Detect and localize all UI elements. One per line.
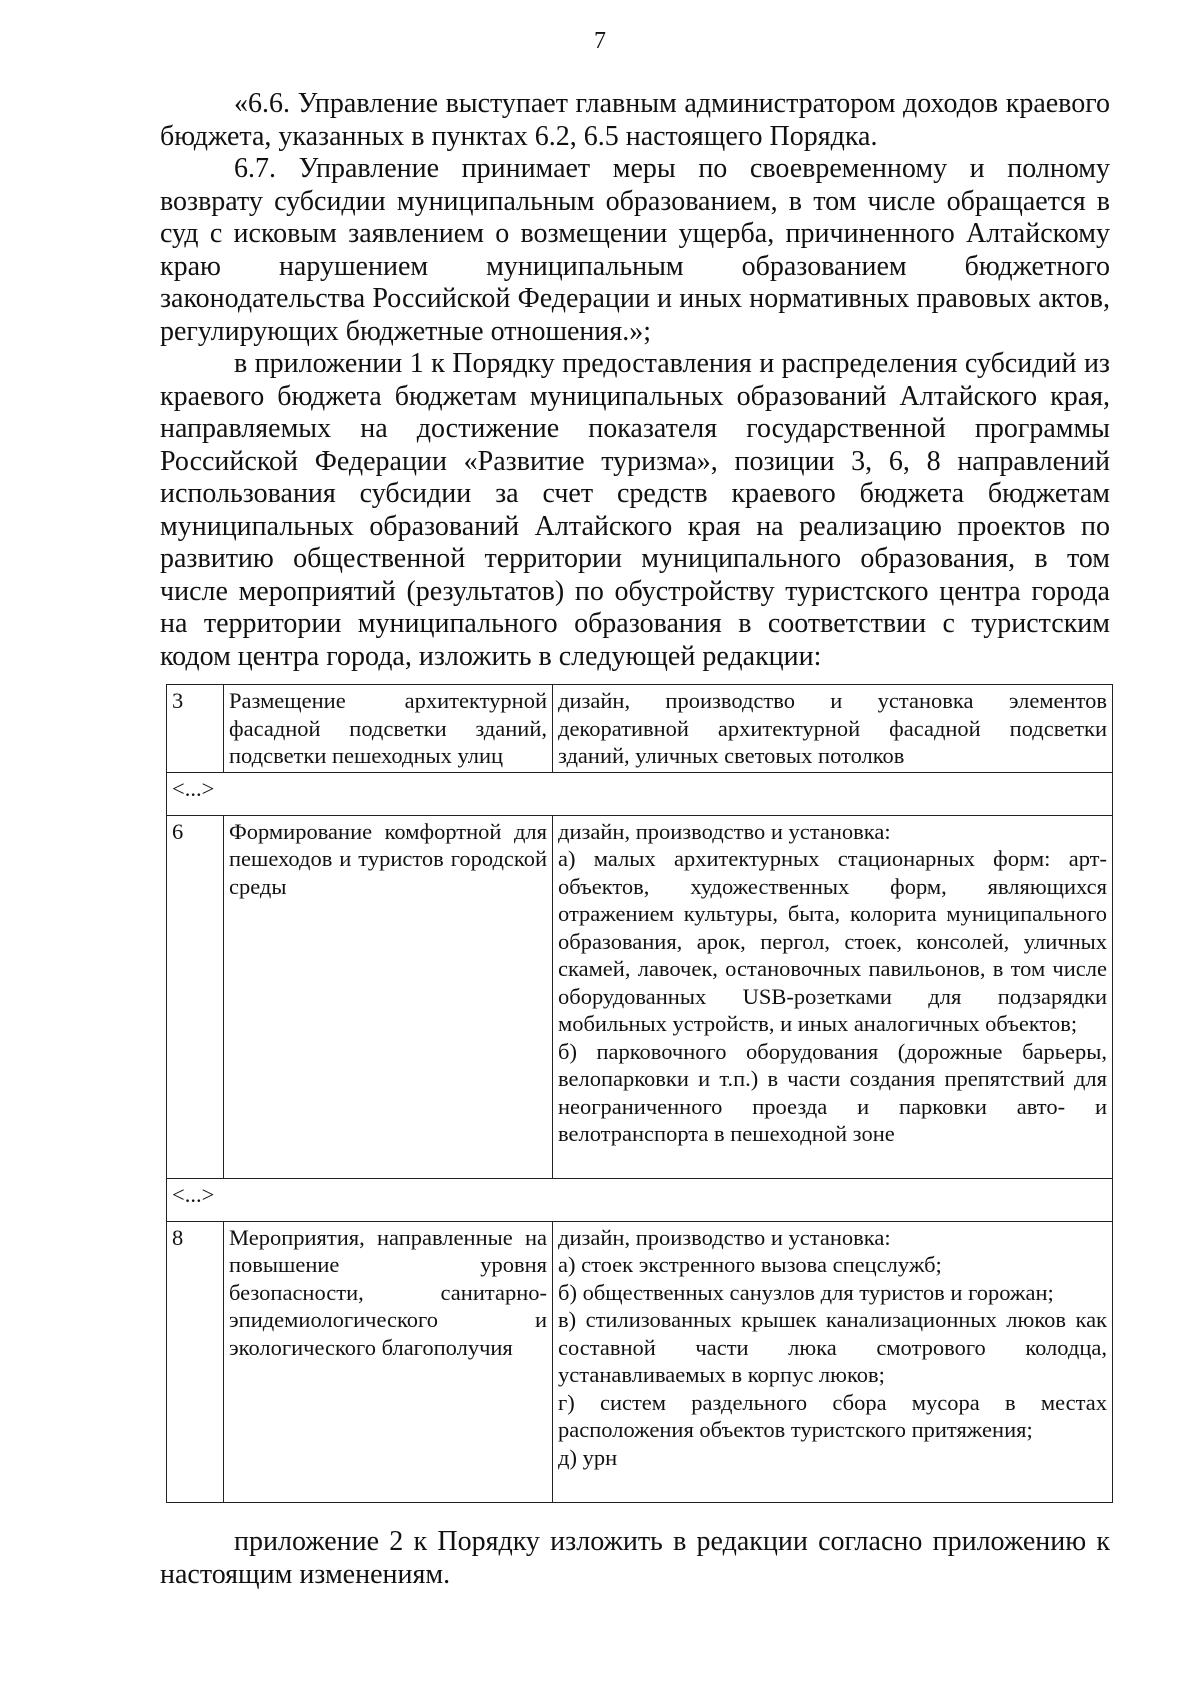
position-number: 6 xyxy=(167,815,224,1178)
description-line: дизайн, производство и установка: xyxy=(558,1224,891,1250)
omission-row xyxy=(167,1178,1113,1221)
description-cell: дизайн, производство и установка элементов декоративной архитектурной фасадной подсветки зданий, уличных световых потолков xyxy=(553,685,1113,773)
direction-cell: Формирование комфортной для пешеходов и туристов городской среды xyxy=(224,815,553,1178)
description-line: а) стоек экстренного вызова спецслужб; xyxy=(558,1252,942,1277)
description-line: а) малых архитектурных стационарных форм: арт-объектов, художественных форм, являющихся отражением культуры, быта, колорита муниципального образования, арок, пергол, стоек, консолей, уличных скамей, лавочек, остановочных павильонов, в том числе оборудованных USB-розетками для подзарядки мобильных устройств, и иных аналогичных объектов; xyxy=(558,846,1107,1036)
position-number: 8 xyxy=(167,1221,224,1502)
paragraph-appendix-1-intro: в приложении 1 к Порядку предоставления и распределения субсидий из краевого бюджета бюджетам муниципальных образований Алтайского края, направляемых на достижение показателя государственной программы Российской Федерации «Развитие туризма», позиции 3, 6, 8 направлений использования субсидии за счет средств краевого бюджета бюджетам муниципальных образований Алтайского края на реализацию проектов по развитию общественной территории муниципального образования, в том числе мероприятий (результатов) по обустройству туристского центра города на территории муниципального образования в соответствии с туристским кодом центра города, изложить в следующей редакции: xyxy=(160,348,1110,672)
omission-marker: <...> xyxy=(167,772,1113,815)
description-line: б) парковочного оборудования (дорожные барьеры, велопарковки и т.п.) в части создания препятствий для неограниченного проезда и парковки авто- и велотранспорта в пешеходной зоне xyxy=(558,1038,1107,1146)
omission-marker: <...> xyxy=(167,1178,1113,1221)
paragraph-6-6: «6.6. Управление выступает главным администратором доходов краевого бюджета, указанных в пунктах 6.2, 6.5 настоящего Порядка. xyxy=(160,88,1110,152)
page-number: 7 xyxy=(594,28,606,54)
description-line: дизайн, производство и установка: xyxy=(558,818,891,844)
paragraph-6-7: 6.7. Управление принимает меры по своевременному и полному возврату субсидии муниципальным образованием, в том числе обращается в суд с исковым заявлением о возмещении ущерба, причиненного Алтайскому краю нарушением муниципальным образованием бюджетного законодательства Российской Федерации и иных нормативных правовых актов, регулирующих бюджетные отношения.»; xyxy=(160,153,1110,347)
omission-row xyxy=(167,772,1113,815)
position-number: 3 xyxy=(167,685,224,773)
description-line: в) стилизованных крышек канализационных люков как составной части люка смотрового колодца, устанавливаемых в корпус люков; xyxy=(558,1307,1107,1387)
closing-paragraph: приложение 2 к Порядку изложить в редакции согласно приложению к настоящим изменениям. xyxy=(160,1526,1110,1590)
table-row xyxy=(167,1221,1113,1502)
description-line: б) общественных санузлов для туристов и горожан; xyxy=(558,1279,1054,1305)
subsidy-directions-table xyxy=(166,684,1113,1503)
direction-cell: Мероприятия, направленные на повышение уровня безопасности, санитарно-эпидемиологического и экологического благополучия xyxy=(224,1221,553,1502)
description-cell xyxy=(553,815,1113,1178)
description-cell xyxy=(553,1221,1113,1502)
document-body xyxy=(160,88,1110,673)
table-row xyxy=(167,685,1113,773)
description-line: г) систем раздельного сбора мусора в местах расположения объектов туристского притяжения; xyxy=(558,1389,1107,1442)
table-row xyxy=(167,815,1113,1178)
direction-cell: Размещение архитектурной фасадной подсветки зданий, подсветки пешеходных улиц xyxy=(224,685,553,773)
description-line: д) урн xyxy=(558,1444,618,1470)
